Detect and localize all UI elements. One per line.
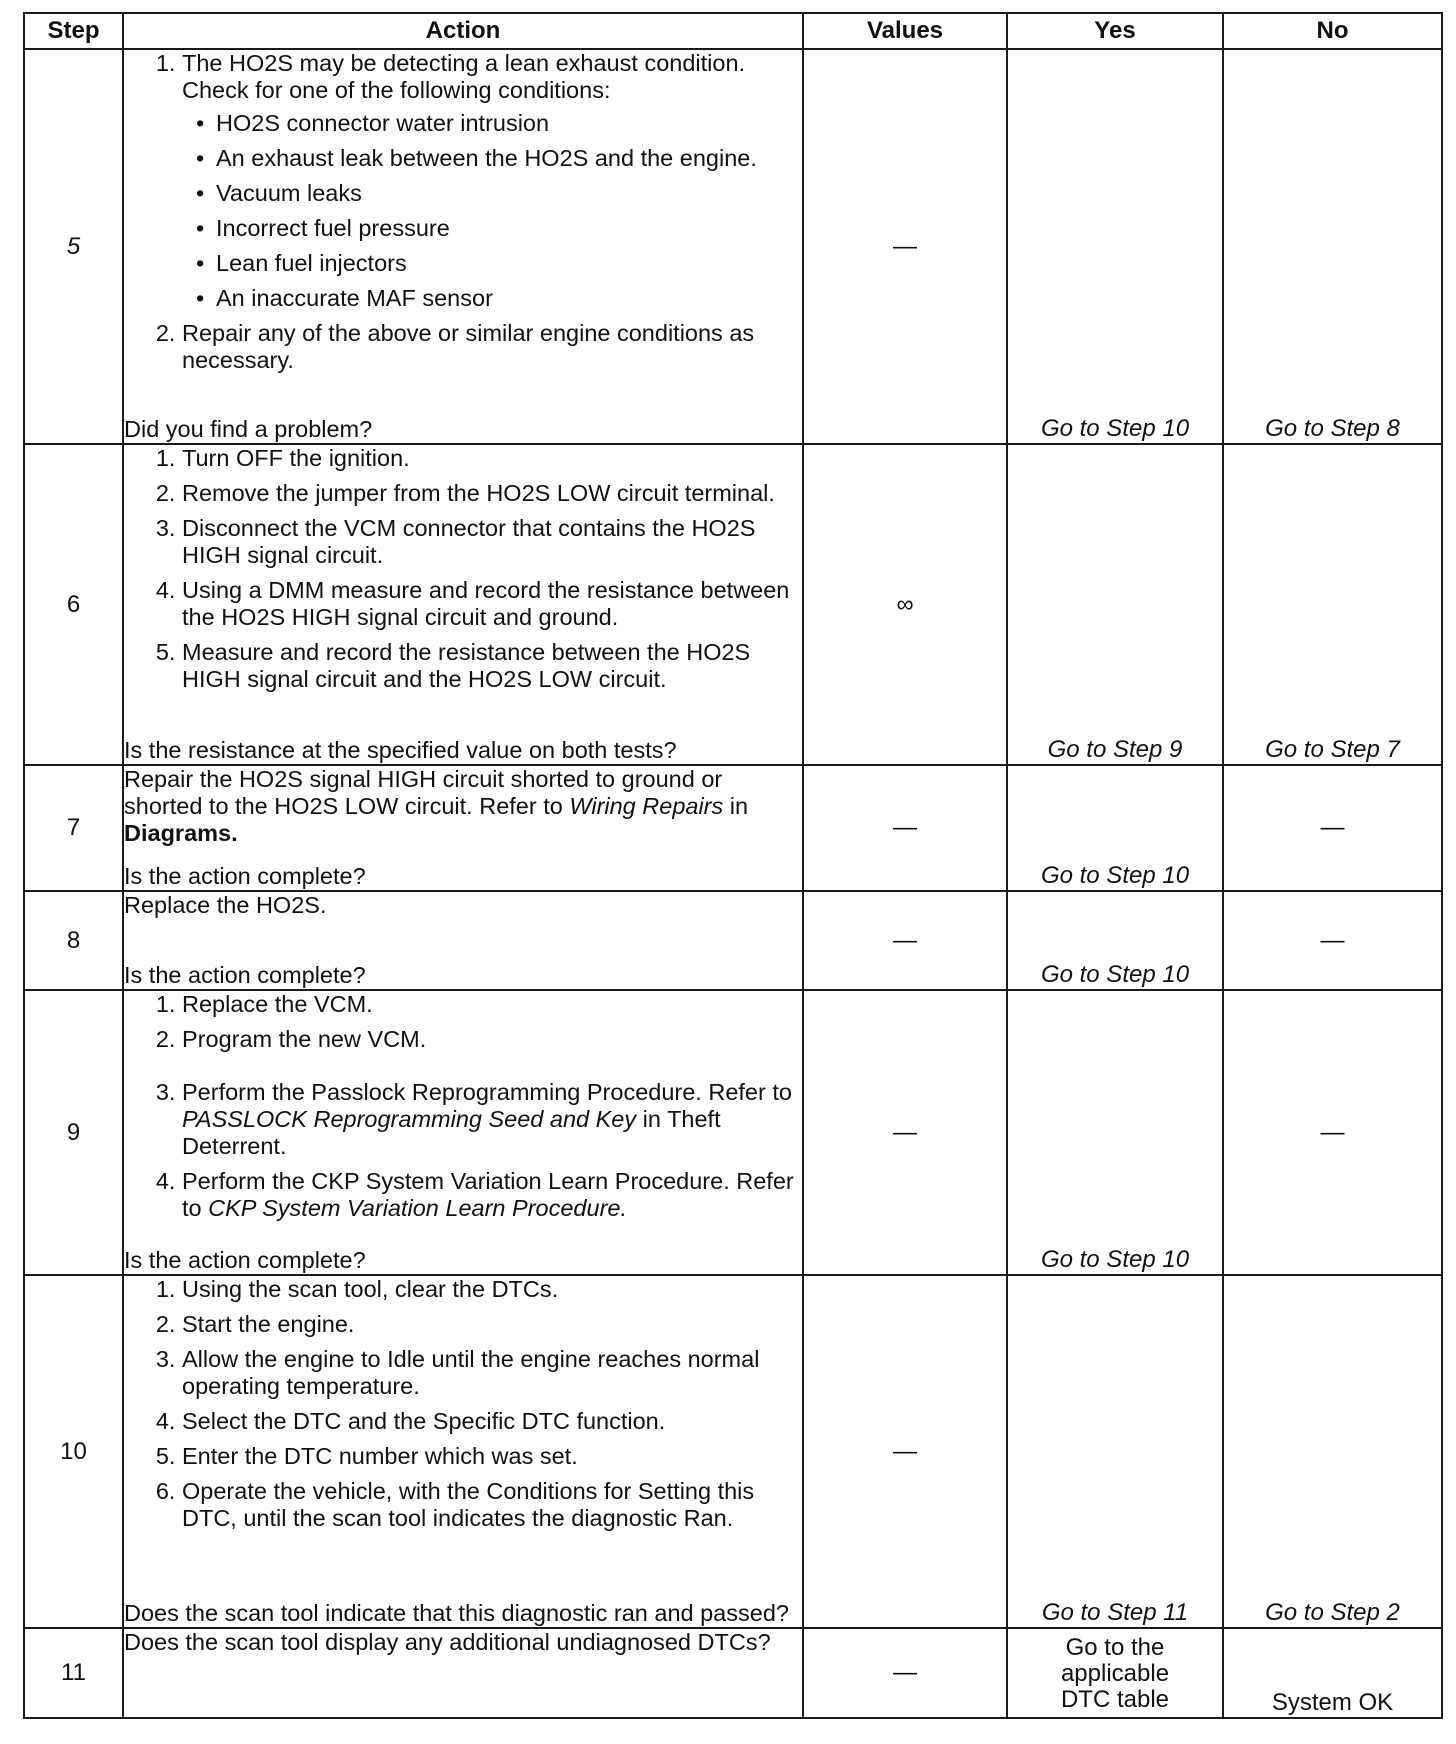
diagnostic-table-page bbox=[23, 12, 1441, 1719]
list-item: 1. Turn OFF the ignition. bbox=[182, 445, 802, 472]
list-item: • HO2S connector water intrusion bbox=[196, 110, 802, 137]
table-row bbox=[24, 444, 1442, 764]
header-action: Action bbox=[123, 13, 803, 49]
action-cell bbox=[123, 990, 803, 1275]
list-item: 2. Remove the jumper from the HO2S LOW circuit terminal. bbox=[182, 480, 802, 507]
step-number: 5 bbox=[24, 49, 123, 444]
header-step: Step bbox=[24, 13, 123, 49]
action-question: Is the resistance at the specified value on both tests? bbox=[124, 736, 677, 763]
value-cell: — bbox=[803, 49, 1007, 444]
no-cell: Go to Step 2 bbox=[1223, 1275, 1442, 1627]
action-cell bbox=[123, 444, 803, 764]
value-cell: ∞ bbox=[803, 444, 1007, 764]
action-cell bbox=[123, 1275, 803, 1627]
table-row bbox=[24, 1275, 1442, 1627]
list-item: 6. Operate the vehicle, with the Conditions for Setting this DTC, until the scan tool indicates the diagnostic Ran. bbox=[182, 1478, 802, 1532]
header-row bbox=[24, 13, 1442, 49]
yes-cell: Go to Step 10 bbox=[1007, 990, 1223, 1275]
action-question: Did you find a problem? bbox=[124, 416, 373, 443]
reference-link[interactable]: Wiring Repairs bbox=[569, 792, 724, 819]
list-item: • Lean fuel injectors bbox=[196, 250, 802, 277]
action-list bbox=[124, 445, 802, 693]
list-item: 4. Perform the CKP System Variation Learn Procedure. Refer to CKP System Variation Learn Procedure. bbox=[182, 1168, 802, 1222]
list-item: 1. The HO2S may be detecting a lean exhaust condition. Check for one of the following conditions: • HO2S connector water intrusion • An exhaust leak between the HO2S and the engine. • Vacuum leaks • Incorrect fuel pressure • Lean fuel injectors • An inaccurate MAF sensor bbox=[182, 50, 802, 312]
value-cell: — bbox=[803, 765, 1007, 891]
list-item: • An inaccurate MAF sensor bbox=[196, 285, 802, 312]
action-list bbox=[124, 50, 802, 374]
list-item: 4. Using a DMM measure and record the resistance between the HO2S HIGH signal circuit and ground. bbox=[182, 577, 802, 631]
no-cell: Go to Step 7 bbox=[1223, 444, 1442, 764]
yes-cell: Go to Step 11 bbox=[1007, 1275, 1223, 1627]
value-cell: — bbox=[803, 990, 1007, 1275]
list-item: 5. Measure and record the resistance between the HO2S HIGH signal circuit and the HO2S LOW circuit. bbox=[182, 639, 802, 693]
yes-cell: Go to Step 10 bbox=[1007, 765, 1223, 891]
action-cell bbox=[123, 49, 803, 444]
step-number: 9 bbox=[24, 990, 123, 1275]
reference-section: Diagrams. bbox=[124, 819, 238, 846]
list-item: 3. Allow the engine to Idle until the engine reaches normal operating temperature. bbox=[182, 1346, 802, 1400]
diagnostic-table bbox=[23, 12, 1443, 1719]
action-text: Replace the HO2S. bbox=[124, 891, 327, 918]
reference-link[interactable]: CKP System Variation Learn Procedure. bbox=[208, 1195, 627, 1222]
list-item: 1. Replace the VCM. bbox=[182, 991, 802, 1018]
no-cell: System OK bbox=[1223, 1628, 1442, 1718]
reference-link[interactable]: PASSLOCK Reprogramming Seed and Key bbox=[182, 1106, 637, 1133]
action-cell bbox=[123, 765, 803, 891]
list-item: 2. Start the engine. bbox=[182, 1311, 802, 1338]
action-question: Does the scan tool display any additional undiagnosed DTCs? bbox=[124, 1628, 771, 1655]
header-no: No bbox=[1223, 13, 1442, 49]
action-cell bbox=[123, 891, 803, 990]
value-cell: — bbox=[803, 891, 1007, 990]
list-item: • Incorrect fuel pressure bbox=[196, 215, 802, 242]
table-row bbox=[24, 990, 1442, 1275]
action-list bbox=[124, 1276, 802, 1532]
action-question: Is the action complete? bbox=[124, 962, 366, 989]
value-cell: — bbox=[803, 1275, 1007, 1627]
list-item: • An exhaust leak between the HO2S and the engine. bbox=[196, 145, 802, 172]
no-cell: — bbox=[1223, 891, 1442, 990]
list-item: 3. Disconnect the VCM connector that contains the HO2S HIGH signal circuit. bbox=[182, 515, 802, 569]
action-question: Does the scan tool indicate that this diagnostic ran and passed? bbox=[124, 1599, 789, 1626]
action-cell bbox=[123, 1628, 803, 1718]
yes-cell: Go to Step 10 bbox=[1007, 891, 1223, 990]
step-number: 6 bbox=[24, 444, 123, 764]
yes-cell: Go to Step 9 bbox=[1007, 444, 1223, 764]
action-question: Is the action complete? bbox=[124, 862, 366, 889]
step-number: 8 bbox=[24, 891, 123, 990]
list-item: 4. Select the DTC and the Specific DTC function. bbox=[182, 1408, 802, 1435]
table-row bbox=[24, 891, 1442, 990]
yes-cell: Go to the applicable DTC table bbox=[1007, 1628, 1223, 1718]
no-cell: Go to Step 8 bbox=[1223, 49, 1442, 444]
list-item: 1. Using the scan tool, clear the DTCs. bbox=[182, 1276, 802, 1303]
header-yes: Yes bbox=[1007, 13, 1223, 49]
action-question: Is the action complete? bbox=[124, 1247, 366, 1274]
condition-list bbox=[182, 110, 802, 312]
list-item: 2. Repair any of the above or similar engine conditions as necessary. bbox=[182, 320, 802, 374]
step-number: 7 bbox=[24, 765, 123, 891]
no-cell: — bbox=[1223, 990, 1442, 1275]
table-row bbox=[24, 49, 1442, 444]
list-item: • Vacuum leaks bbox=[196, 180, 802, 207]
step-number: 10 bbox=[24, 1275, 123, 1627]
no-cell: — bbox=[1223, 765, 1442, 891]
value-cell: — bbox=[803, 1628, 1007, 1718]
list-item: 5. Enter the DTC number which was set. bbox=[182, 1443, 802, 1470]
header-values: Values bbox=[803, 13, 1007, 49]
action-list bbox=[124, 991, 802, 1222]
action-text: Repair the HO2S signal HIGH circuit shorted to ground or shorted to the HO2S LOW circuit. Refer to Wiring Repairs in Diagrams. bbox=[124, 765, 749, 846]
yes-cell: Go to Step 10 bbox=[1007, 49, 1223, 444]
list-item: 2. Program the new VCM. bbox=[182, 1026, 802, 1053]
table-row bbox=[24, 765, 1442, 891]
table-row bbox=[24, 1628, 1442, 1718]
step-number: 11 bbox=[24, 1628, 123, 1718]
list-item: 3. Perform the Passlock Reprogramming Procedure. Refer to PASSLOCK Reprogramming Seed and Key in Theft Deterrent. bbox=[182, 1079, 802, 1160]
